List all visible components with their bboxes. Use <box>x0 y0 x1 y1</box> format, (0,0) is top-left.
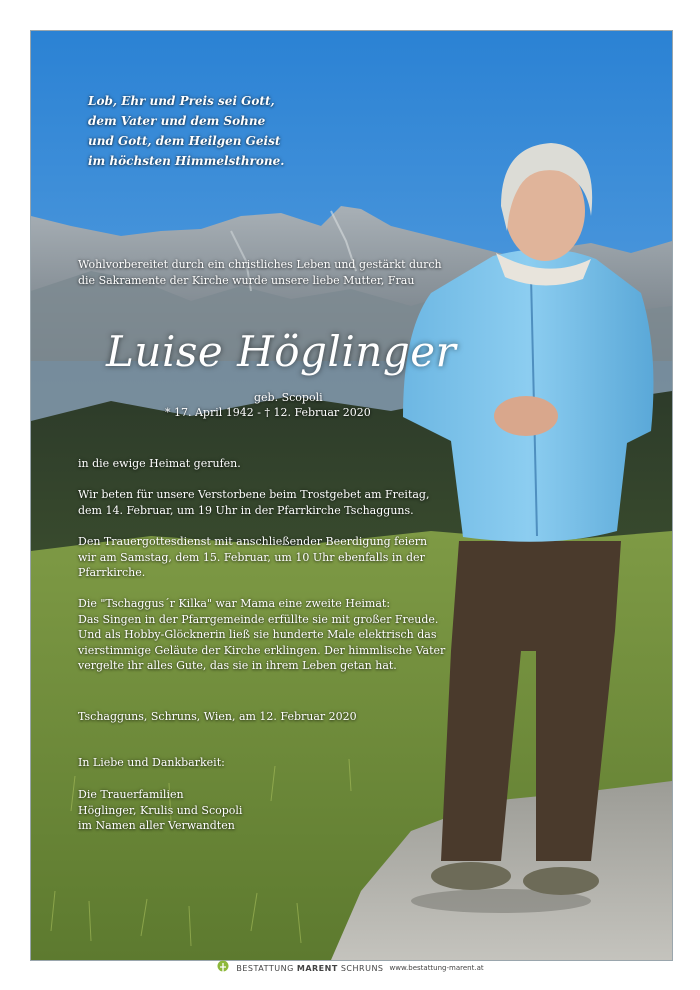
paragraph-line: im Namen aller Verwandten <box>78 819 235 832</box>
life-dates: * 17. April 1942 - † 12. Februar 2020 <box>165 406 371 419</box>
paragraph-prayer <box>78 487 429 518</box>
verse-line: im höchsten Himmelsthrone. <box>88 154 285 168</box>
footer-brand <box>236 964 383 973</box>
brand-prefix: BESTATTUNG <box>236 963 294 973</box>
gratitude-line <box>78 755 225 771</box>
brand-place: SCHRUNS <box>340 963 384 973</box>
deceased-name: Luise Höglinger <box>106 327 457 376</box>
paragraph-line: Höglinger, Krulis und Scopoli <box>78 803 243 817</box>
verse-line: dem Vater und dem Sohne <box>88 114 266 128</box>
intro-text <box>78 257 442 289</box>
intro-line: die Sakramente der Kirche wurde unsere liebe Mutter, Frau <box>78 274 415 287</box>
mourning-families <box>78 787 242 834</box>
verse-line: Lob, Ehr und Preis sei Gott, <box>88 94 275 108</box>
paragraph-line: Wir beten für unsere Verstorbene beim Trostgebet am Freitag, <box>78 488 430 501</box>
verse-text <box>88 91 284 171</box>
paragraph-called-home <box>78 456 241 472</box>
paragraph-line: Und als Hobby-Glöcknerin ließ sie hunderte Male elektrisch das <box>78 628 437 641</box>
brand-name: MARENT <box>296 963 338 973</box>
paragraph-line: wir am Samstag, dem 15. Februar, um 10 Uhr ebenfalls in der <box>78 550 425 564</box>
paragraph-line: in die ewige Heimat gerufen. <box>78 457 241 470</box>
paragraph-church <box>78 596 445 674</box>
paragraph-line: vergelte ihr alles Gute, das sie in ihrem Leben getan hat. <box>78 659 397 672</box>
paragraph-line: Das Singen in der Pfarrgemeinde erfüllte sie mit großer Freude. <box>78 612 439 626</box>
bestattung-logo-icon <box>216 960 230 976</box>
place-date <box>78 709 357 725</box>
verse-line: und Gott, dem Heilgen Geist <box>88 134 281 148</box>
paragraph-line: In Liebe und Dankbarkeit: <box>78 756 225 769</box>
birth-name: geb. Scopoli <box>254 391 323 404</box>
footer-url[interactable]: www.bestattung-marent.at <box>389 964 484 972</box>
paragraph-line: Die "Tschaggus´r Kilka" war Mama eine zweite Heimat: <box>78 597 391 610</box>
intro-line: Wohlvorbereitet durch ein christliches Leben und gestärkt durch <box>78 258 442 271</box>
paragraph-line: Pfarrkirche. <box>78 566 146 579</box>
paragraph-line: Die Trauerfamilien <box>78 788 184 801</box>
paragraph-funeral <box>78 534 427 581</box>
paragraph-line: vierstimmige Geläute der Kirche erklingen. Der himmlische Vater <box>78 643 446 657</box>
paragraph-line: Tschagguns, Schruns, Wien, am 12. Februar 2020 <box>78 710 357 723</box>
memorial-photo <box>30 30 673 961</box>
footer <box>0 958 700 978</box>
paragraph-line: Den Trauergottesdienst mit anschließender Beerdigung feiern <box>78 535 428 548</box>
paragraph-line: dem 14. Februar, um 19 Uhr in der Pfarrkirche Tschagguns. <box>78 503 414 517</box>
